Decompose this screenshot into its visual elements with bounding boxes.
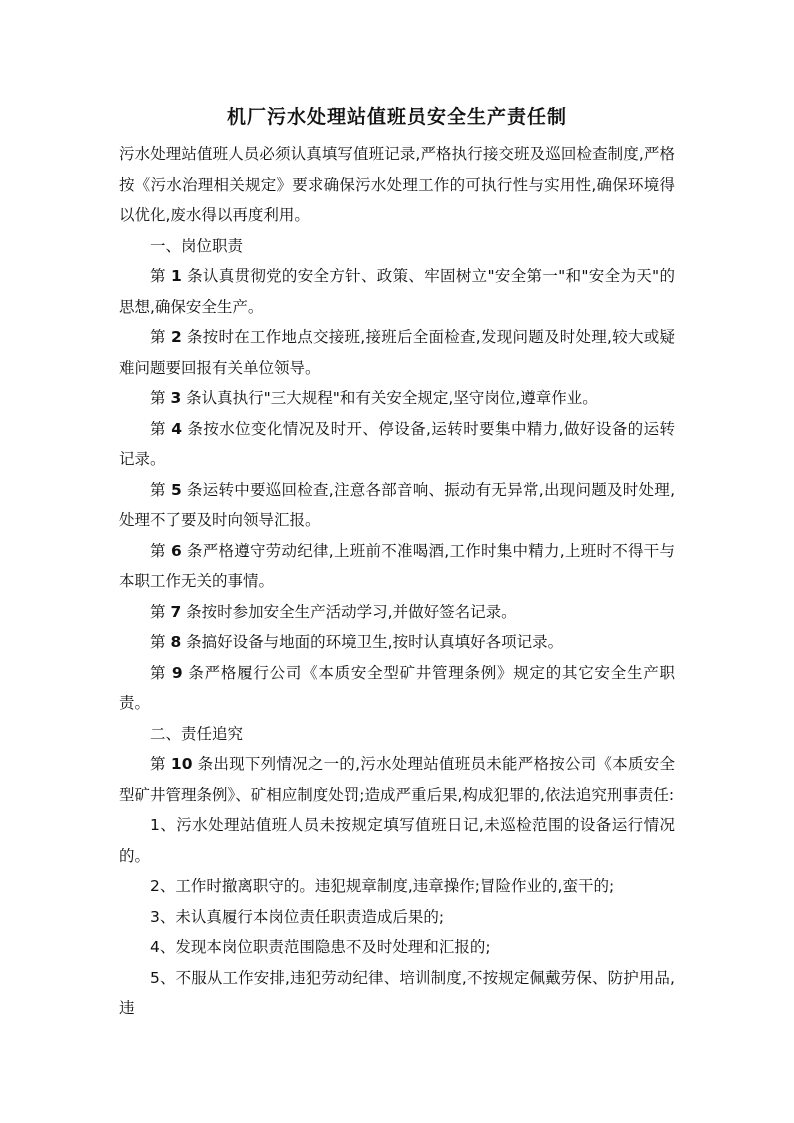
- article-6: [119, 536, 675, 597]
- article-number: 3: [170, 389, 182, 407]
- article-text: 条认真执行"三大规程"和有关安全规定,坚守岗位,遵章作业。: [181, 389, 598, 407]
- article-prefix: 第: [150, 480, 171, 499]
- article-8: [119, 627, 675, 658]
- article-text: 条运转中要巡回检查,注意各部音响、振动有无异常,出现问题及时处理,处理不了要及时向领导汇报。: [119, 480, 675, 529]
- article-5: [119, 475, 675, 536]
- list-item-2: 2、工作时撤离职守的。违犯规章制度,违章操作;冒险作业的,蛮干的;: [150, 877, 615, 895]
- article-prefix: 第: [150, 389, 171, 407]
- article-7: [119, 597, 675, 628]
- article-prefix: 第: [150, 633, 171, 651]
- article-number: 2: [170, 328, 182, 346]
- article-2: [119, 322, 675, 383]
- article-number: 4: [171, 419, 183, 438]
- article-1: [119, 261, 675, 322]
- intro-paragraph: 污水处理站值班人员必须认真填写值班记录,严格执行接交班及巡回检查制度,严格按《污水治理相关规定》要求确保污水处理工作的可执行性与实用性,确保环境得以优化,废水得以再度利用。: [119, 145, 675, 224]
- article-text: 条认真贯彻党的安全方针、政策、牢固树立"安全第一"和"安全为天"的思想,确保安全生产。: [119, 267, 675, 316]
- list-item-4: 4、发现本岗位职责范围隐患不及时处理和汇报的;: [150, 938, 491, 956]
- section-heading-accountability: 二、责任追究: [150, 724, 244, 743]
- article-number: 9: [171, 663, 183, 682]
- document-title: 机厂污水处理站值班员安全生产责任制: [226, 106, 567, 128]
- article-text: 条出现下列情况之一的,污水处理站值班员未能严格按公司《本质安全型矿井管理条例》、矿相应制度处罚;造成严重后果,构成犯罪的,依法追究刑事责任:: [119, 755, 675, 804]
- article-text: 条按水位变化情况及时开、停设备,运转时要集中精力,做好设备的运转记录。: [119, 419, 675, 468]
- article-text: 条严格履行公司《本质安全型矿井管理条例》规定的其它安全生产职责。: [119, 663, 675, 712]
- document-body: [119, 139, 675, 1024]
- article-4: [119, 414, 675, 475]
- list-item-1: 1、污水处理站值班人员未按规定填写值班日记,未巡检范围的设备运行情况的。: [119, 816, 675, 865]
- article-prefix: 第: [150, 328, 171, 346]
- section-heading-duties: 一、岗位职责: [150, 236, 244, 255]
- article-number: 6: [170, 541, 182, 560]
- article-prefix: 第: [150, 755, 171, 773]
- article-prefix: 第: [150, 419, 172, 438]
- article-text: 条按时参加安全生产活动学习,并做好签名记录。: [181, 602, 517, 621]
- article-number: 10: [170, 755, 193, 773]
- article-number: 1: [171, 267, 182, 285]
- article-number: 5: [170, 480, 182, 499]
- article-prefix: 第: [150, 541, 171, 560]
- article-text: 条搞好设备与地面的环境卫生,按时认真填好各项记录。: [181, 633, 564, 651]
- list-item-3: 3、未认真履行本岗位责任职责造成后果的;: [150, 907, 445, 926]
- article-number: 7: [170, 602, 182, 621]
- article-prefix: 第: [150, 663, 172, 682]
- article-10: [119, 749, 675, 810]
- article-text: 条严格遵守劳动纪律,上班前不准喝酒,工作时集中精力,上班时不得干与本职工作无关的事情。: [119, 541, 675, 590]
- article-9: [119, 658, 675, 719]
- article-number: 8: [170, 633, 182, 651]
- article-text: 条按时在工作地点交接班,接班后全面检查,发现问题及时处理,较大或疑难问题要回报有关单位领导。: [119, 328, 675, 377]
- list-item-5: 5、不服从工作安排,违犯劳动纪律、培训制度,不按规定佩戴劳保、防护用品,违: [119, 968, 675, 1017]
- article-prefix: 第: [150, 602, 171, 621]
- article-3: [119, 383, 675, 414]
- article-prefix: 第: [150, 267, 172, 285]
